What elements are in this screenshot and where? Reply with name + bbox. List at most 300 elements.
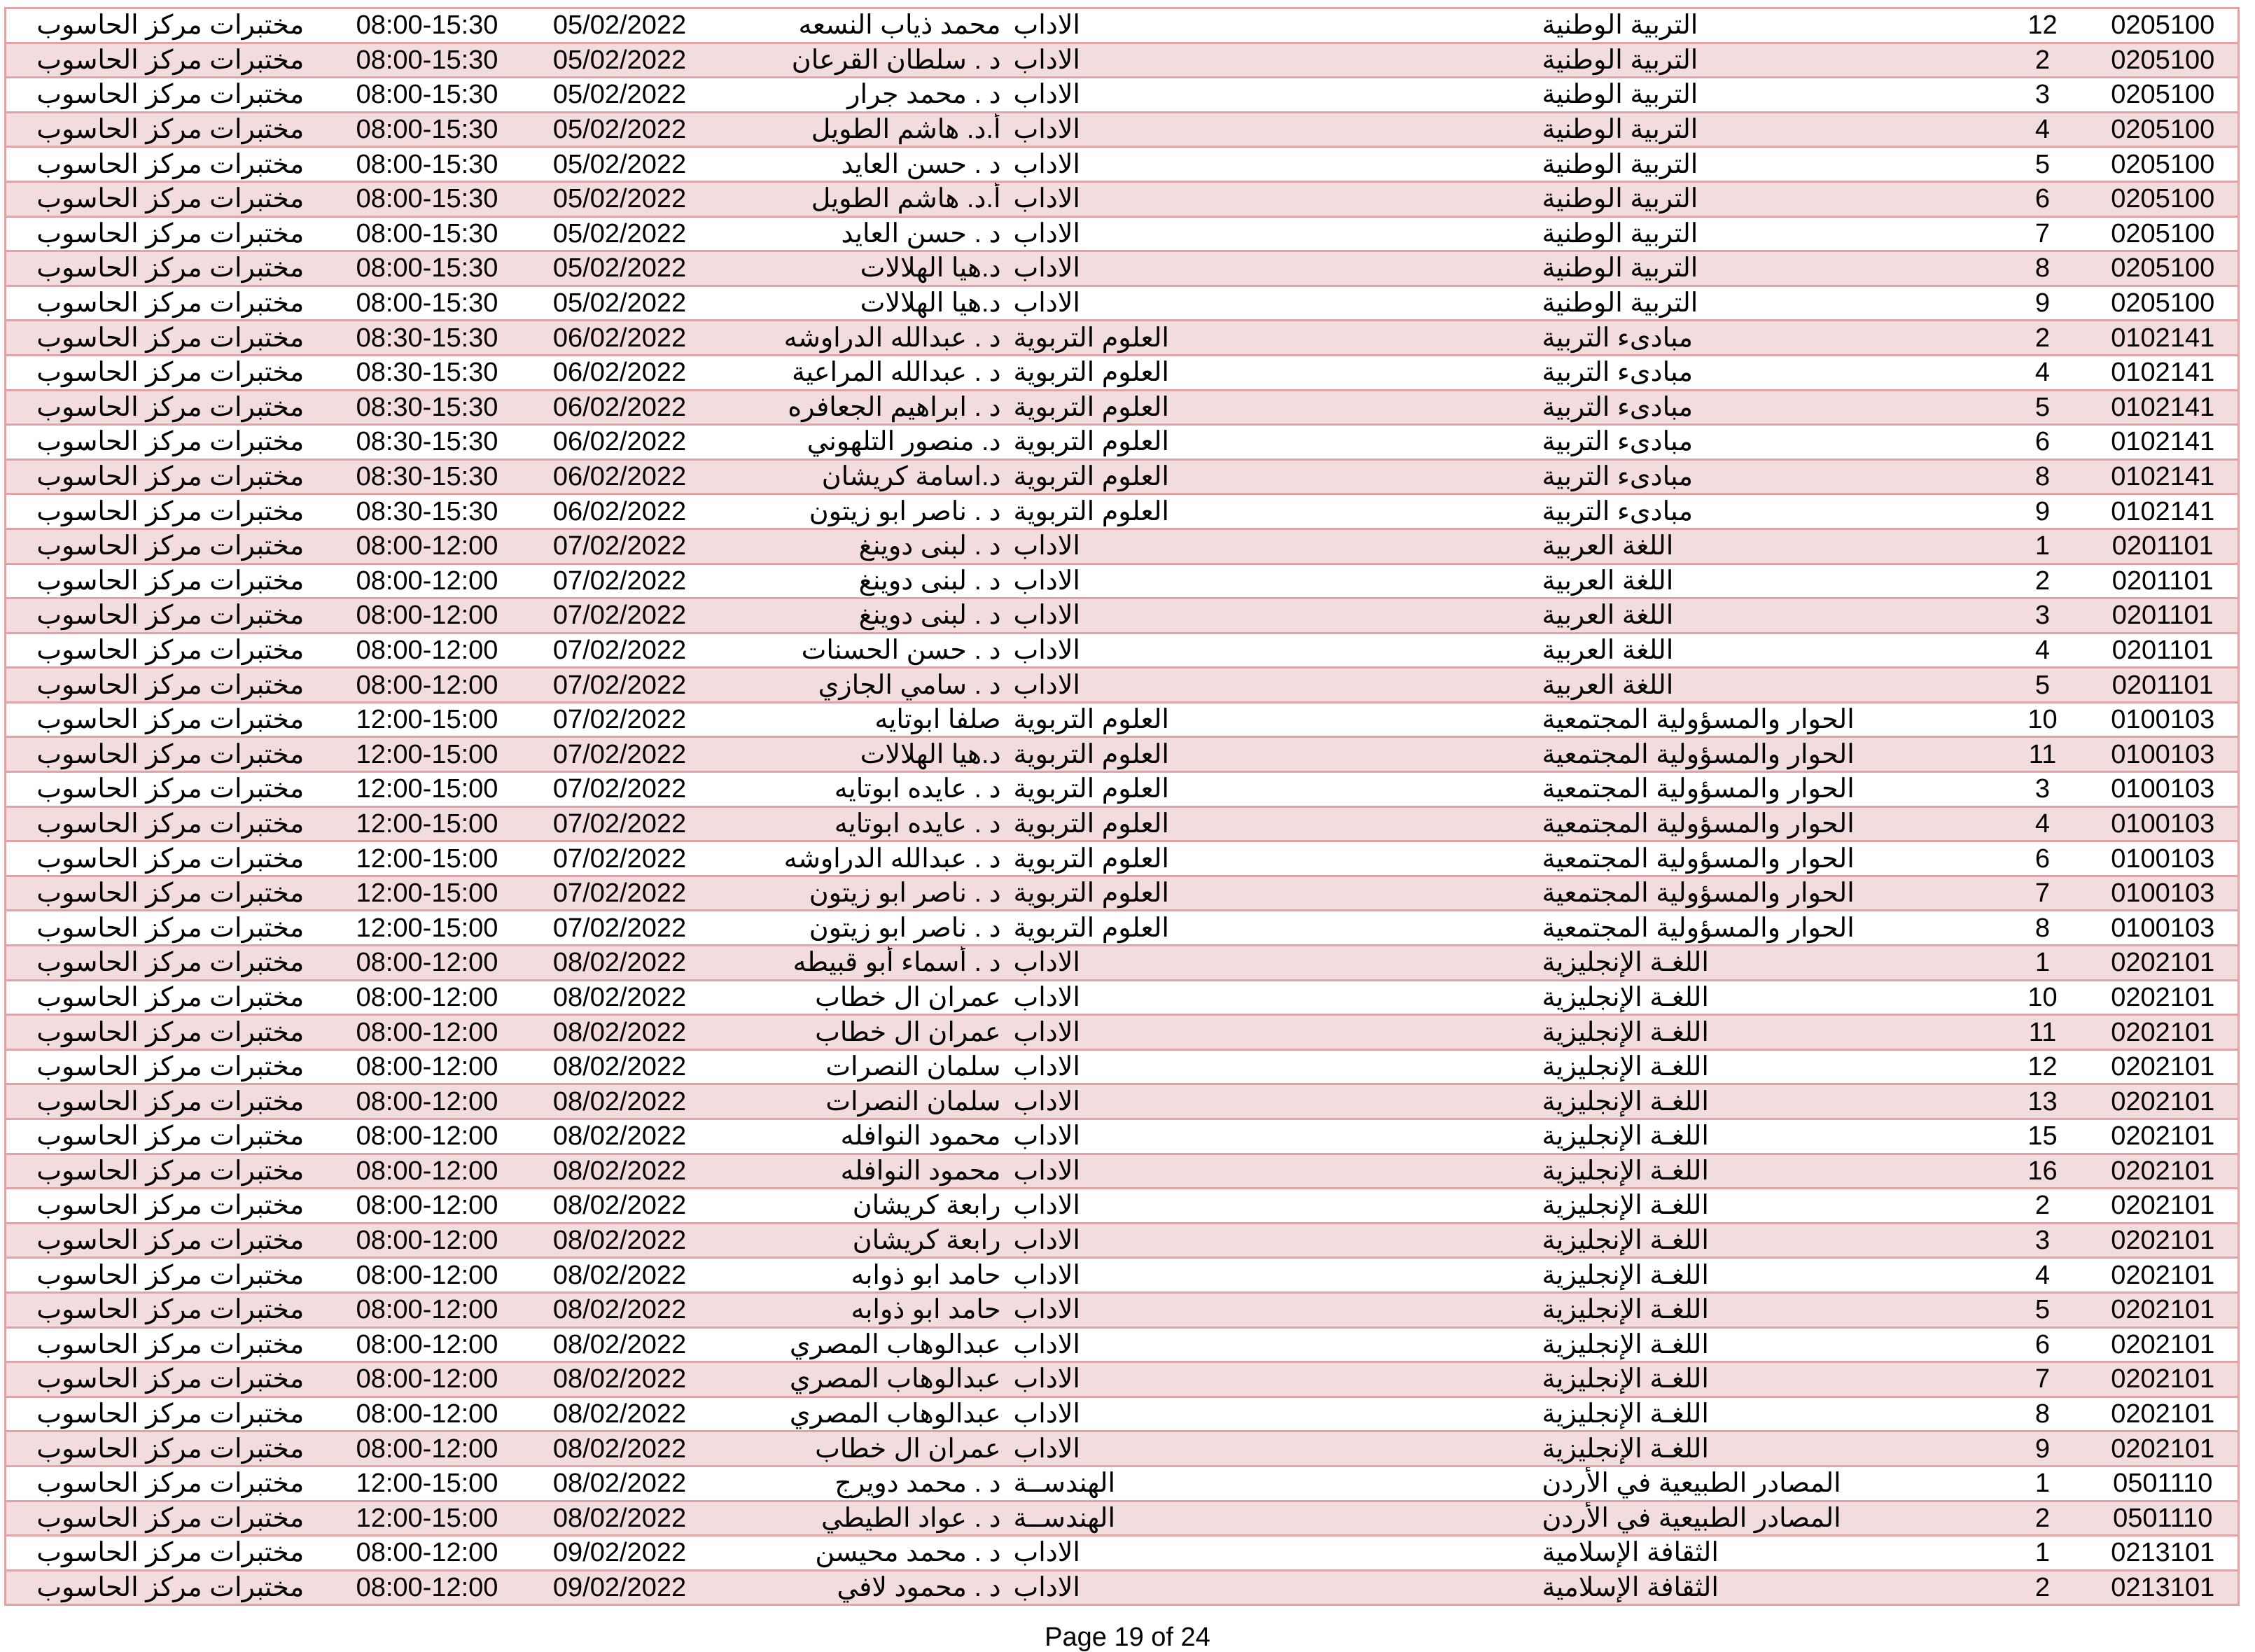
- course-cell: مبادىء التربية: [1535, 355, 1997, 390]
- course-code-cell: 0202101: [2088, 946, 2239, 981]
- time-cell: 08:00-12:00: [335, 1119, 520, 1154]
- table-row: [6, 633, 2239, 668]
- date-cell: 07/02/2022: [520, 633, 720, 668]
- date-cell: 08/02/2022: [520, 1154, 720, 1189]
- date-cell: 09/02/2022: [520, 1570, 720, 1605]
- faculty-cell: الاداب: [1007, 286, 1535, 321]
- instructor-cell: د . لبنى دوينغ: [720, 528, 1007, 564]
- course-cell: التربية الوطنية: [1535, 43, 1997, 78]
- course-code-cell: 0501110: [2088, 1466, 2239, 1501]
- date-cell: 08/02/2022: [520, 1466, 720, 1501]
- course-code-cell: 0201101: [2088, 633, 2239, 668]
- section-cell: 2: [1997, 1570, 2088, 1605]
- table-row: [6, 390, 2239, 425]
- course-code-cell: 0202101: [2088, 1258, 2239, 1293]
- instructor-cell: د.هيا الهلالات: [720, 737, 1007, 772]
- instructor-cell: حامد ابو ذوابه: [720, 1258, 1007, 1293]
- date-cell: 08/02/2022: [520, 1223, 720, 1258]
- section-cell: 2: [1997, 1189, 2088, 1224]
- course-cell: مبادىء التربية: [1535, 321, 1997, 356]
- lab-cell: مختبرات مركز الحاسوب: [6, 1015, 335, 1050]
- section-cell: 3: [1997, 1223, 2088, 1258]
- lab-cell: مختبرات مركز الحاسوب: [6, 946, 335, 981]
- section-cell: 7: [1997, 876, 2088, 911]
- course-cell: الحوار والمسؤولية المجتمعية: [1535, 841, 1997, 876]
- course-cell: اللغـة الإنجليزية: [1535, 1154, 1997, 1189]
- course-code-cell: 0100103: [2088, 806, 2239, 841]
- section-cell: 4: [1997, 355, 2088, 390]
- section-cell: 4: [1997, 633, 2088, 668]
- lab-cell: مختبرات مركز الحاسوب: [6, 1362, 335, 1397]
- section-cell: 2: [1997, 564, 2088, 598]
- instructor-cell: د . عايده ابوتايه: [720, 806, 1007, 841]
- course-cell: الحوار والمسؤولية المجتمعية: [1535, 806, 1997, 841]
- lab-cell: مختبرات مركز الحاسوب: [6, 425, 335, 460]
- course-code-cell: 0202101: [2088, 1362, 2239, 1397]
- section-cell: 2: [1997, 321, 2088, 356]
- course-code-cell: 0202101: [2088, 1015, 2239, 1050]
- faculty-cell: الاداب: [1007, 1362, 1535, 1397]
- date-cell: 07/02/2022: [520, 911, 720, 946]
- section-cell: 4: [1997, 1258, 2088, 1293]
- section-cell: 1: [1997, 528, 2088, 564]
- time-cell: 08:00-15:30: [335, 112, 520, 147]
- faculty-cell: الهندســة: [1007, 1501, 1535, 1536]
- lab-cell: مختبرات مركز الحاسوب: [6, 528, 335, 564]
- date-cell: 07/02/2022: [520, 876, 720, 911]
- course-cell: الحوار والمسؤولية المجتمعية: [1535, 876, 1997, 911]
- faculty-cell: الاداب: [1007, 1223, 1535, 1258]
- faculty-cell: الاداب: [1007, 633, 1535, 668]
- date-cell: 08/02/2022: [520, 1189, 720, 1224]
- instructor-cell: د . محمد محيسن: [720, 1536, 1007, 1571]
- lab-cell: مختبرات مركز الحاسوب: [6, 598, 335, 634]
- faculty-cell: الهندســة: [1007, 1466, 1535, 1501]
- instructor-cell: د . أسماء أبو قبيطه: [720, 946, 1007, 981]
- instructor-cell: أ.د. هاشم الطويل: [720, 181, 1007, 216]
- table-row: [6, 1396, 2239, 1432]
- lab-cell: مختبرات مركز الحاسوب: [6, 1466, 335, 1501]
- faculty-cell: العلوم التربوية: [1007, 425, 1535, 460]
- table-row: [6, 946, 2239, 981]
- course-code-cell: 0205100: [2088, 216, 2239, 251]
- instructor-cell: عبدالوهاب المصري: [720, 1362, 1007, 1397]
- faculty-cell: العلوم التربوية: [1007, 390, 1535, 425]
- table-row: [6, 564, 2239, 598]
- section-cell: 8: [1997, 911, 2088, 946]
- faculty-cell: الاداب: [1007, 1189, 1535, 1224]
- faculty-cell: العلوم التربوية: [1007, 911, 1535, 946]
- section-cell: 6: [1997, 425, 2088, 460]
- faculty-cell: الاداب: [1007, 1015, 1535, 1050]
- time-cell: 08:00-12:00: [335, 980, 520, 1015]
- instructor-cell: محمد ذياب النسعه: [720, 8, 1007, 43]
- instructor-cell: د . حسن العايد: [720, 147, 1007, 182]
- course-cell: اللغـة الإنجليزية: [1535, 1015, 1997, 1050]
- course-code-cell: 0205100: [2088, 112, 2239, 147]
- time-cell: 12:00-15:00: [335, 876, 520, 911]
- instructor-cell: عبدالوهاب المصري: [720, 1396, 1007, 1432]
- table-row: [6, 528, 2239, 564]
- course-cell: الحوار والمسؤولية المجتمعية: [1535, 911, 1997, 946]
- time-cell: 08:00-12:00: [335, 1189, 520, 1224]
- time-cell: 12:00-15:00: [335, 702, 520, 737]
- course-cell: الثقافة الإسلامية: [1535, 1570, 1997, 1605]
- faculty-cell: الاداب: [1007, 1119, 1535, 1154]
- instructor-cell: حامد ابو ذوابه: [720, 1292, 1007, 1327]
- time-cell: 08:30-15:30: [335, 390, 520, 425]
- section-cell: 3: [1997, 598, 2088, 634]
- lab-cell: مختبرات مركز الحاسوب: [6, 772, 335, 807]
- course-cell: المصادر الطبيعية في الأردن: [1535, 1501, 1997, 1536]
- course-code-cell: 0202101: [2088, 1292, 2239, 1327]
- instructor-cell: أ.د. هاشم الطويل: [720, 112, 1007, 147]
- section-cell: 5: [1997, 668, 2088, 703]
- table-row: [6, 8, 2239, 43]
- section-cell: 11: [1997, 737, 2088, 772]
- lab-cell: مختبرات مركز الحاسوب: [6, 181, 335, 216]
- table-row: [6, 1189, 2239, 1224]
- section-cell: 6: [1997, 181, 2088, 216]
- lab-cell: مختبرات مركز الحاسوب: [6, 43, 335, 78]
- faculty-cell: الاداب: [1007, 980, 1535, 1015]
- lab-cell: مختبرات مركز الحاسوب: [6, 1189, 335, 1224]
- date-cell: 08/02/2022: [520, 1432, 720, 1466]
- lab-cell: مختبرات مركز الحاسوب: [6, 1292, 335, 1327]
- course-code-cell: 0201101: [2088, 528, 2239, 564]
- faculty-cell: الاداب: [1007, 1570, 1535, 1605]
- date-cell: 05/02/2022: [520, 251, 720, 286]
- course-cell: مبادىء التربية: [1535, 459, 1997, 494]
- section-cell: 8: [1997, 251, 2088, 286]
- faculty-cell: الاداب: [1007, 1536, 1535, 1571]
- faculty-cell: الاداب: [1007, 564, 1535, 598]
- date-cell: 07/02/2022: [520, 668, 720, 703]
- time-cell: 08:00-12:00: [335, 598, 520, 634]
- course-cell: مبادىء التربية: [1535, 425, 1997, 460]
- faculty-cell: الاداب: [1007, 1258, 1535, 1293]
- course-code-cell: 0201101: [2088, 564, 2239, 598]
- course-code-cell: 0202101: [2088, 1189, 2239, 1224]
- course-cell: اللغـة الإنجليزية: [1535, 1084, 1997, 1119]
- lab-cell: مختبرات مركز الحاسوب: [6, 841, 335, 876]
- section-cell: 6: [1997, 841, 2088, 876]
- course-cell: اللغـة الإنجليزية: [1535, 1292, 1997, 1327]
- instructor-cell: صلفا ابوتايه: [720, 702, 1007, 737]
- exam-schedule-table: [4, 7, 2240, 1606]
- time-cell: 12:00-15:00: [335, 737, 520, 772]
- course-code-cell: 0201101: [2088, 668, 2239, 703]
- table-row: [6, 286, 2239, 321]
- instructor-cell: رابعة كريشان: [720, 1223, 1007, 1258]
- lab-cell: مختبرات مركز الحاسوب: [6, 251, 335, 286]
- course-cell: مبادىء التربية: [1535, 494, 1997, 529]
- time-cell: 08:00-15:30: [335, 181, 520, 216]
- date-cell: 09/02/2022: [520, 1536, 720, 1571]
- date-cell: 06/02/2022: [520, 390, 720, 425]
- course-code-cell: 0205100: [2088, 8, 2239, 43]
- course-code-cell: 0202101: [2088, 1049, 2239, 1084]
- date-cell: 06/02/2022: [520, 355, 720, 390]
- course-cell: اللغة العربية: [1535, 528, 1997, 564]
- instructor-cell: د . حسن العايد: [720, 216, 1007, 251]
- date-cell: 07/02/2022: [520, 737, 720, 772]
- date-cell: 07/02/2022: [520, 564, 720, 598]
- section-cell: 5: [1997, 1292, 2088, 1327]
- lab-cell: مختبرات مركز الحاسوب: [6, 1049, 335, 1084]
- time-cell: 08:00-12:00: [335, 1396, 520, 1432]
- time-cell: 08:00-12:00: [335, 1362, 520, 1397]
- table-row: [6, 355, 2239, 390]
- table-row: [6, 147, 2239, 182]
- lab-cell: مختبرات مركز الحاسوب: [6, 1154, 335, 1189]
- date-cell: 05/02/2022: [520, 216, 720, 251]
- course-code-cell: 0202101: [2088, 1119, 2239, 1154]
- faculty-cell: العلوم التربوية: [1007, 841, 1535, 876]
- time-cell: 08:00-12:00: [335, 528, 520, 564]
- date-cell: 06/02/2022: [520, 425, 720, 460]
- faculty-cell: العلوم التربوية: [1007, 321, 1535, 356]
- lab-cell: مختبرات مركز الحاسوب: [6, 702, 335, 737]
- time-cell: 08:00-12:00: [335, 1015, 520, 1050]
- lab-cell: مختبرات مركز الحاسوب: [6, 564, 335, 598]
- lab-cell: مختبرات مركز الحاسوب: [6, 1536, 335, 1571]
- instructor-cell: د.هيا الهلالات: [720, 286, 1007, 321]
- lab-cell: مختبرات مركز الحاسوب: [6, 112, 335, 147]
- date-cell: 06/02/2022: [520, 459, 720, 494]
- table-row: [6, 980, 2239, 1015]
- table-body: [6, 8, 2239, 1605]
- date-cell: 07/02/2022: [520, 528, 720, 564]
- faculty-cell: الاداب: [1007, 1292, 1535, 1327]
- section-cell: 3: [1997, 78, 2088, 113]
- date-cell: 08/02/2022: [520, 1084, 720, 1119]
- instructor-cell: عمران ال خطاب: [720, 980, 1007, 1015]
- date-cell: 08/02/2022: [520, 1396, 720, 1432]
- faculty-cell: الاداب: [1007, 43, 1535, 78]
- time-cell: 08:30-15:30: [335, 355, 520, 390]
- date-cell: 05/02/2022: [520, 78, 720, 113]
- faculty-cell: الاداب: [1007, 1396, 1535, 1432]
- time-cell: 08:00-15:30: [335, 216, 520, 251]
- lab-cell: مختبرات مركز الحاسوب: [6, 1327, 335, 1362]
- course-code-cell: 0205100: [2088, 286, 2239, 321]
- instructor-cell: رابعة كريشان: [720, 1189, 1007, 1224]
- table-row: [6, 112, 2239, 147]
- course-cell: اللغة العربية: [1535, 598, 1997, 634]
- date-cell: 07/02/2022: [520, 598, 720, 634]
- section-cell: 10: [1997, 702, 2088, 737]
- table-row: [6, 1015, 2239, 1050]
- date-cell: 06/02/2022: [520, 494, 720, 529]
- time-cell: 08:30-15:30: [335, 459, 520, 494]
- date-cell: 05/02/2022: [520, 181, 720, 216]
- course-code-cell: 0202101: [2088, 1327, 2239, 1362]
- lab-cell: مختبرات مركز الحاسوب: [6, 876, 335, 911]
- lab-cell: مختبرات مركز الحاسوب: [6, 355, 335, 390]
- course-cell: اللغة العربية: [1535, 633, 1997, 668]
- table-row: [6, 1154, 2239, 1189]
- instructor-cell: د . عايده ابوتايه: [720, 772, 1007, 807]
- course-cell: اللغـة الإنجليزية: [1535, 1258, 1997, 1293]
- date-cell: 08/02/2022: [520, 980, 720, 1015]
- faculty-cell: العلوم التربوية: [1007, 876, 1535, 911]
- table-row: [6, 1049, 2239, 1084]
- course-cell: اللغـة الإنجليزية: [1535, 1049, 1997, 1084]
- lab-cell: مختبرات مركز الحاسوب: [6, 1396, 335, 1432]
- table-row: [6, 494, 2239, 529]
- faculty-cell: الاداب: [1007, 668, 1535, 703]
- section-cell: 12: [1997, 1049, 2088, 1084]
- faculty-cell: الاداب: [1007, 78, 1535, 113]
- course-cell: التربية الوطنية: [1535, 181, 1997, 216]
- time-cell: 12:00-15:00: [335, 772, 520, 807]
- instructor-cell: د . سامي الجازي: [720, 668, 1007, 703]
- course-code-cell: 0201101: [2088, 598, 2239, 634]
- instructor-cell: د . حسن الحسنات: [720, 633, 1007, 668]
- table-row: [6, 1327, 2239, 1362]
- faculty-cell: العلوم التربوية: [1007, 494, 1535, 529]
- faculty-cell: الاداب: [1007, 216, 1535, 251]
- time-cell: 08:30-15:30: [335, 494, 520, 529]
- time-cell: 08:30-15:30: [335, 321, 520, 356]
- date-cell: 08/02/2022: [520, 1119, 720, 1154]
- course-code-cell: 0102141: [2088, 494, 2239, 529]
- date-cell: 08/02/2022: [520, 1362, 720, 1397]
- table-row: [6, 1362, 2239, 1397]
- table-row: [6, 1432, 2239, 1466]
- time-cell: 08:00-15:30: [335, 147, 520, 182]
- page-footer: Page 19 of 24: [1045, 1623, 1210, 1652]
- course-cell: اللغة العربية: [1535, 668, 1997, 703]
- date-cell: 05/02/2022: [520, 8, 720, 43]
- instructor-cell: عمران ال خطاب: [720, 1015, 1007, 1050]
- course-code-cell: 0202101: [2088, 1432, 2239, 1466]
- instructor-cell: د . لبنى دوينغ: [720, 598, 1007, 634]
- course-code-cell: 0202101: [2088, 980, 2239, 1015]
- faculty-cell: العلوم التربوية: [1007, 702, 1535, 737]
- course-cell: التربية الوطنية: [1535, 251, 1997, 286]
- faculty-cell: الاداب: [1007, 946, 1535, 981]
- course-cell: اللغـة الإنجليزية: [1535, 946, 1997, 981]
- table-row: [6, 1570, 2239, 1605]
- date-cell: 08/02/2022: [520, 1049, 720, 1084]
- faculty-cell: العلوم التربوية: [1007, 772, 1535, 807]
- instructor-cell: د. منصور التلهوني: [720, 425, 1007, 460]
- lab-cell: مختبرات مركز الحاسوب: [6, 1501, 335, 1536]
- course-cell: الحوار والمسؤولية المجتمعية: [1535, 772, 1997, 807]
- lab-cell: مختبرات مركز الحاسوب: [6, 806, 335, 841]
- course-code-cell: 0202101: [2088, 1223, 2239, 1258]
- section-cell: 9: [1997, 1432, 2088, 1466]
- faculty-cell: العلوم التربوية: [1007, 355, 1535, 390]
- lab-cell: مختبرات مركز الحاسوب: [6, 8, 335, 43]
- faculty-cell: الاداب: [1007, 181, 1535, 216]
- course-cell: اللغـة الإنجليزية: [1535, 1119, 1997, 1154]
- section-cell: 5: [1997, 390, 2088, 425]
- course-cell: التربية الوطنية: [1535, 78, 1997, 113]
- date-cell: 07/02/2022: [520, 841, 720, 876]
- time-cell: 08:00-15:30: [335, 78, 520, 113]
- course-cell: المصادر الطبيعية في الأردن: [1535, 1466, 1997, 1501]
- time-cell: 08:00-12:00: [335, 668, 520, 703]
- course-cell: التربية الوطنية: [1535, 216, 1997, 251]
- time-cell: 08:00-12:00: [335, 1432, 520, 1466]
- table-row: [6, 841, 2239, 876]
- table-row: [6, 1119, 2239, 1154]
- date-cell: 05/02/2022: [520, 147, 720, 182]
- lab-cell: مختبرات مركز الحاسوب: [6, 1570, 335, 1605]
- instructor-cell: د . ناصر ابو زيتون: [720, 494, 1007, 529]
- instructor-cell: سلمان النصرات: [720, 1049, 1007, 1084]
- course-cell: اللغـة الإنجليزية: [1535, 1432, 1997, 1466]
- date-cell: 05/02/2022: [520, 112, 720, 147]
- table-row: [6, 737, 2239, 772]
- course-cell: اللغـة الإنجليزية: [1535, 1223, 1997, 1258]
- table-row: [6, 772, 2239, 807]
- time-cell: 08:00-12:00: [335, 633, 520, 668]
- section-cell: 6: [1997, 1327, 2088, 1362]
- time-cell: 12:00-15:00: [335, 1466, 520, 1501]
- section-cell: 11: [1997, 1015, 2088, 1050]
- faculty-cell: الاداب: [1007, 598, 1535, 634]
- course-code-cell: 0100103: [2088, 876, 2239, 911]
- instructor-cell: د.اسامة كريشان: [720, 459, 1007, 494]
- time-cell: 08:00-12:00: [335, 1084, 520, 1119]
- course-code-cell: 0100103: [2088, 841, 2239, 876]
- table-row: [6, 216, 2239, 251]
- course-cell: اللغـة الإنجليزية: [1535, 1327, 1997, 1362]
- faculty-cell: الاداب: [1007, 8, 1535, 43]
- section-cell: 2: [1997, 43, 2088, 78]
- table-row: [6, 251, 2239, 286]
- instructor-cell: محمود النوافله: [720, 1119, 1007, 1154]
- course-code-cell: 0205100: [2088, 43, 2239, 78]
- time-cell: 08:00-12:00: [335, 1223, 520, 1258]
- time-cell: 12:00-15:00: [335, 806, 520, 841]
- course-code-cell: 0205100: [2088, 147, 2239, 182]
- course-cell: التربية الوطنية: [1535, 286, 1997, 321]
- table-row: [6, 668, 2239, 703]
- course-cell: اللغة العربية: [1535, 564, 1997, 598]
- lab-cell: مختبرات مركز الحاسوب: [6, 321, 335, 356]
- faculty-cell: الاداب: [1007, 1084, 1535, 1119]
- faculty-cell: الاداب: [1007, 1154, 1535, 1189]
- table-row: [6, 1466, 2239, 1501]
- lab-cell: مختبرات مركز الحاسوب: [6, 1084, 335, 1119]
- lab-cell: مختبرات مركز الحاسوب: [6, 633, 335, 668]
- table-row: [6, 806, 2239, 841]
- course-cell: الحوار والمسؤولية المجتمعية: [1535, 702, 1997, 737]
- instructor-cell: د . عبدالله الدراوشه: [720, 321, 1007, 356]
- course-code-cell: 0202101: [2088, 1084, 2239, 1119]
- date-cell: 08/02/2022: [520, 1292, 720, 1327]
- section-cell: 1: [1997, 1536, 2088, 1571]
- table-row: [6, 321, 2239, 356]
- lab-cell: مختبرات مركز الحاسوب: [6, 1223, 335, 1258]
- section-cell: 3: [1997, 772, 2088, 807]
- course-cell: التربية الوطنية: [1535, 8, 1997, 43]
- instructor-cell: د . محمد جرار: [720, 78, 1007, 113]
- time-cell: 08:00-15:30: [335, 8, 520, 43]
- time-cell: 12:00-15:00: [335, 911, 520, 946]
- section-cell: 2: [1997, 1501, 2088, 1536]
- time-cell: 08:00-12:00: [335, 946, 520, 981]
- section-cell: 7: [1997, 216, 2088, 251]
- course-cell: التربية الوطنية: [1535, 112, 1997, 147]
- section-cell: 8: [1997, 459, 2088, 494]
- course-code-cell: 0102141: [2088, 321, 2239, 356]
